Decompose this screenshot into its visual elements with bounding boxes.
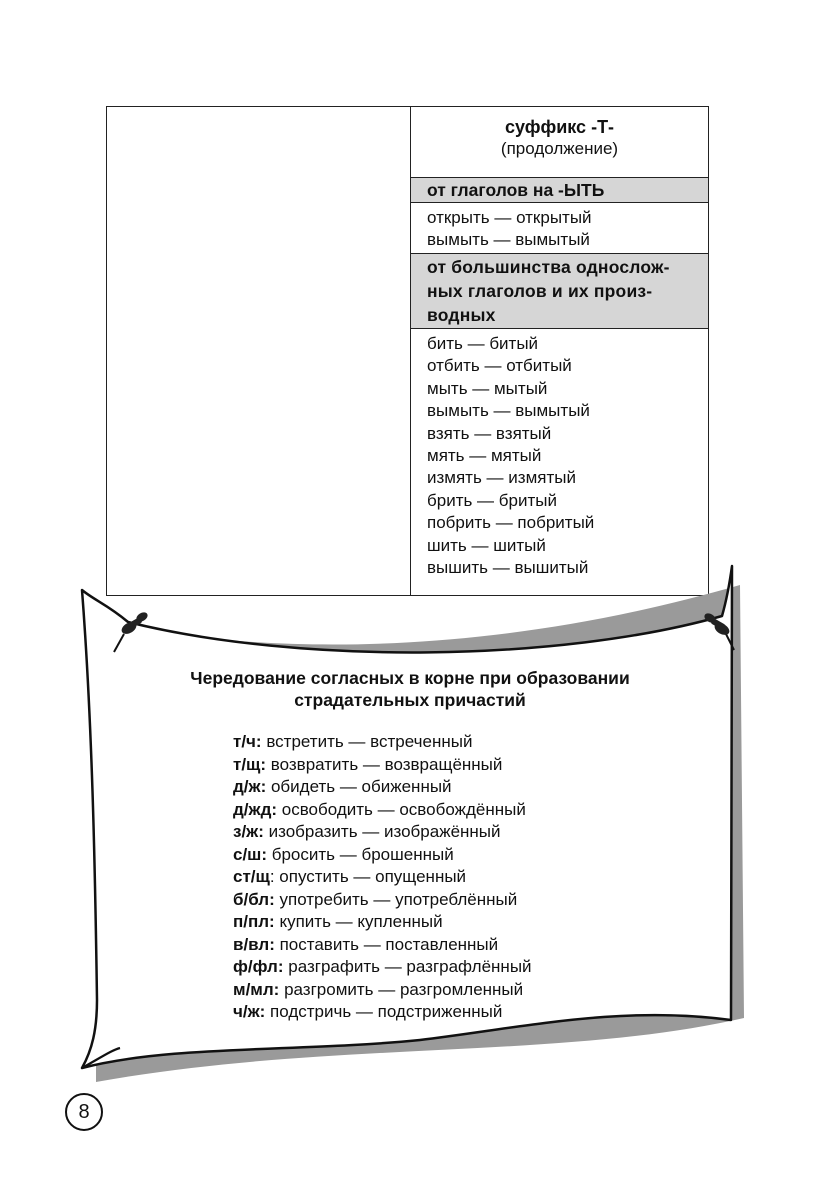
rule-row bbox=[233, 889, 532, 912]
rule-example: употребить — употреблённый bbox=[274, 889, 518, 909]
rule-example: поставить — поставленный bbox=[274, 934, 499, 954]
header-title: суффикс -Т- bbox=[504, 117, 615, 137]
list-item: бить — битый bbox=[427, 334, 539, 353]
list-item: брить — бритый bbox=[427, 490, 557, 510]
rule-pair: д/жд: bbox=[233, 799, 278, 819]
rule-example: разграфить — разграфлённый bbox=[283, 957, 532, 976]
list-item: взять — взятый bbox=[427, 423, 552, 443]
rule-pair: б/бл: bbox=[233, 889, 275, 909]
rule-row bbox=[233, 866, 532, 889]
alternation-rules bbox=[233, 731, 532, 1024]
list-item: мять — мятый bbox=[427, 446, 542, 466]
list-item: вымыть — вымытый bbox=[427, 230, 590, 250]
rule-pair: ф/фл: bbox=[233, 957, 284, 976]
scroll-title bbox=[150, 667, 670, 711]
rule-example: встретить — встреченный bbox=[261, 732, 473, 751]
rule-pair: ст/щ bbox=[233, 867, 270, 886]
rule-row bbox=[233, 799, 532, 822]
title-line: Чередование согласных в корне при образовании bbox=[190, 668, 630, 688]
rule-example: бросить — брошенный bbox=[267, 844, 454, 864]
rule-row bbox=[233, 754, 532, 777]
list-item: открыть — открытый bbox=[427, 208, 592, 227]
rule-example: купить — купленный bbox=[274, 912, 443, 931]
list-item: побрить — побритый bbox=[427, 513, 595, 533]
rule-row bbox=[233, 821, 532, 844]
rule-row bbox=[233, 844, 532, 867]
rule-row bbox=[233, 979, 532, 1002]
rule-row bbox=[233, 776, 532, 799]
rule-example: обидеть — обиженный bbox=[266, 777, 452, 796]
list-item: мыть — мытый bbox=[427, 378, 548, 398]
rule-row bbox=[233, 731, 532, 754]
rule-pair: п/пл: bbox=[233, 912, 275, 931]
rule-pair: д/ж: bbox=[233, 777, 267, 796]
heading-line: от большинства однослож- bbox=[427, 257, 670, 277]
rule-pair: т/ч: bbox=[233, 732, 262, 751]
rule-example: возвратить — возвращённый bbox=[266, 754, 503, 774]
rule-row bbox=[233, 1001, 532, 1024]
rule-row bbox=[233, 934, 532, 957]
list-item: вышить — вышитый bbox=[427, 558, 589, 578]
rule-pair: з/ж: bbox=[233, 822, 264, 841]
header-subtitle: (продолжение) bbox=[500, 139, 619, 158]
rule-example: : опустить — опущенный bbox=[269, 867, 467, 886]
rule-row bbox=[233, 956, 532, 979]
rule-example: изобразить — изображённый bbox=[263, 822, 501, 841]
heading-line: водных bbox=[427, 305, 496, 325]
rule-pair: с/ш: bbox=[233, 844, 268, 864]
rule-pair: т/щ: bbox=[233, 754, 267, 774]
rule-example: освободить — освобождённый bbox=[277, 799, 526, 819]
title-line: страдательных причастий bbox=[294, 690, 526, 710]
list-item: вымыть — вымытый bbox=[427, 401, 590, 421]
rule-example: разгромить — разгромленный bbox=[279, 979, 524, 999]
list-item: отбить — отбитый bbox=[427, 356, 572, 376]
rule-example: подстричь — подстриженный bbox=[265, 1002, 503, 1021]
section1-heading: от глаголов на -ЫТЬ bbox=[411, 178, 708, 203]
page-number: 8 bbox=[65, 1093, 103, 1131]
rule-pair: в/вл: bbox=[233, 934, 275, 954]
heading-line: ных глаголов и их произ- bbox=[427, 281, 653, 301]
list-item: шить — шитый bbox=[427, 535, 546, 555]
rule-pair: ч/ж: bbox=[233, 1002, 266, 1021]
rule-row bbox=[233, 911, 532, 934]
list-item: измять — измятый bbox=[427, 468, 576, 488]
rule-pair: м/мл: bbox=[233, 979, 280, 999]
